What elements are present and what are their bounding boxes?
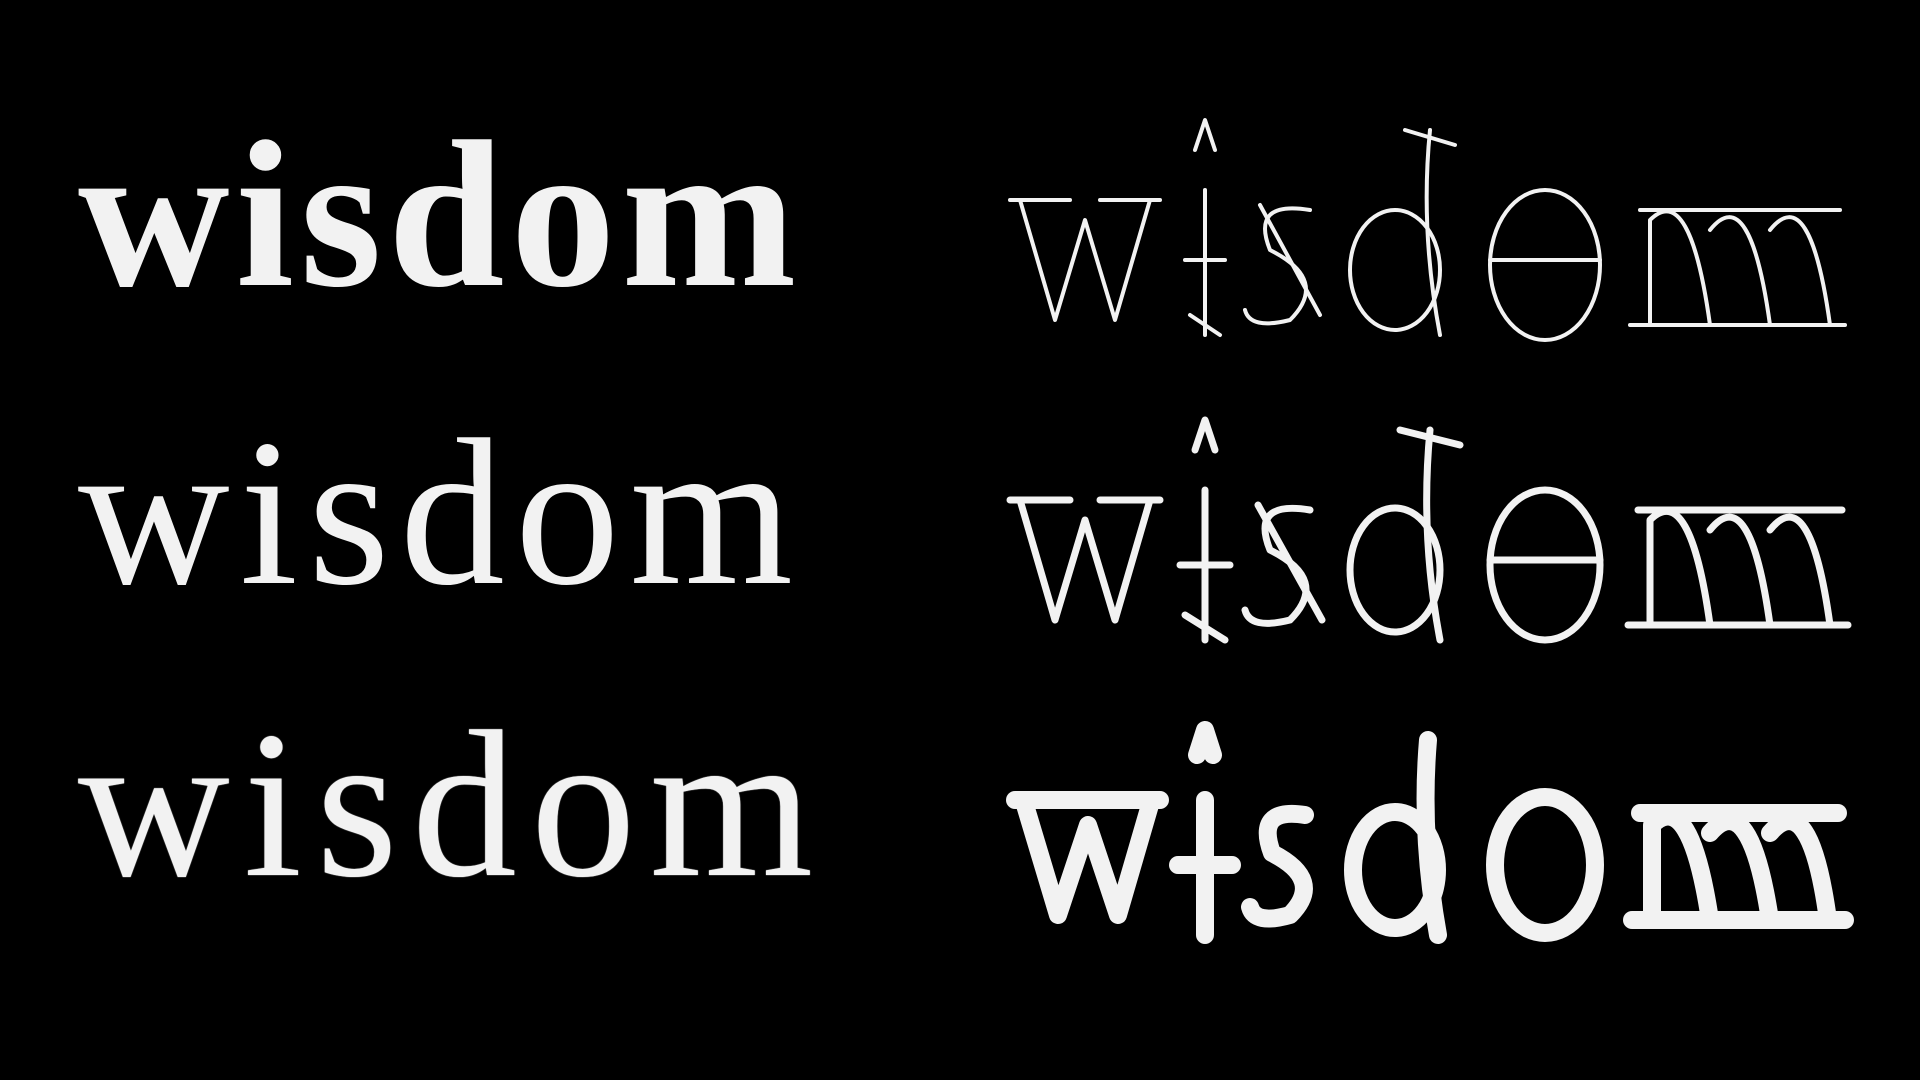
spiky-specimen-medium	[1000, 415, 1860, 665]
spiky-o-letter	[1490, 190, 1600, 340]
spiky-o-letter	[1490, 490, 1600, 640]
spiky-m-letter	[1650, 211, 1830, 325]
spiky-o-letter	[1495, 797, 1595, 933]
spiky-w-letter	[1020, 200, 1150, 320]
serif-specimen-light: wisdom	[78, 689, 828, 921]
spiky-specimen-heavy	[1000, 715, 1860, 965]
spiky-w-letter	[1025, 805, 1150, 915]
serif-specimen-bold: wisdom	[78, 99, 803, 331]
spiky-s-letter	[1245, 508, 1310, 623]
serif-specimen-regular: wisdom	[78, 397, 804, 629]
spiky-s-letter	[1250, 814, 1305, 919]
spiky-m-letter	[1652, 817, 1828, 920]
spiky-m-letter	[1650, 511, 1830, 625]
spiky-specimen-thin	[1000, 110, 1860, 360]
spiky-s-letter	[1245, 208, 1310, 323]
spiky-w-letter	[1020, 500, 1150, 620]
